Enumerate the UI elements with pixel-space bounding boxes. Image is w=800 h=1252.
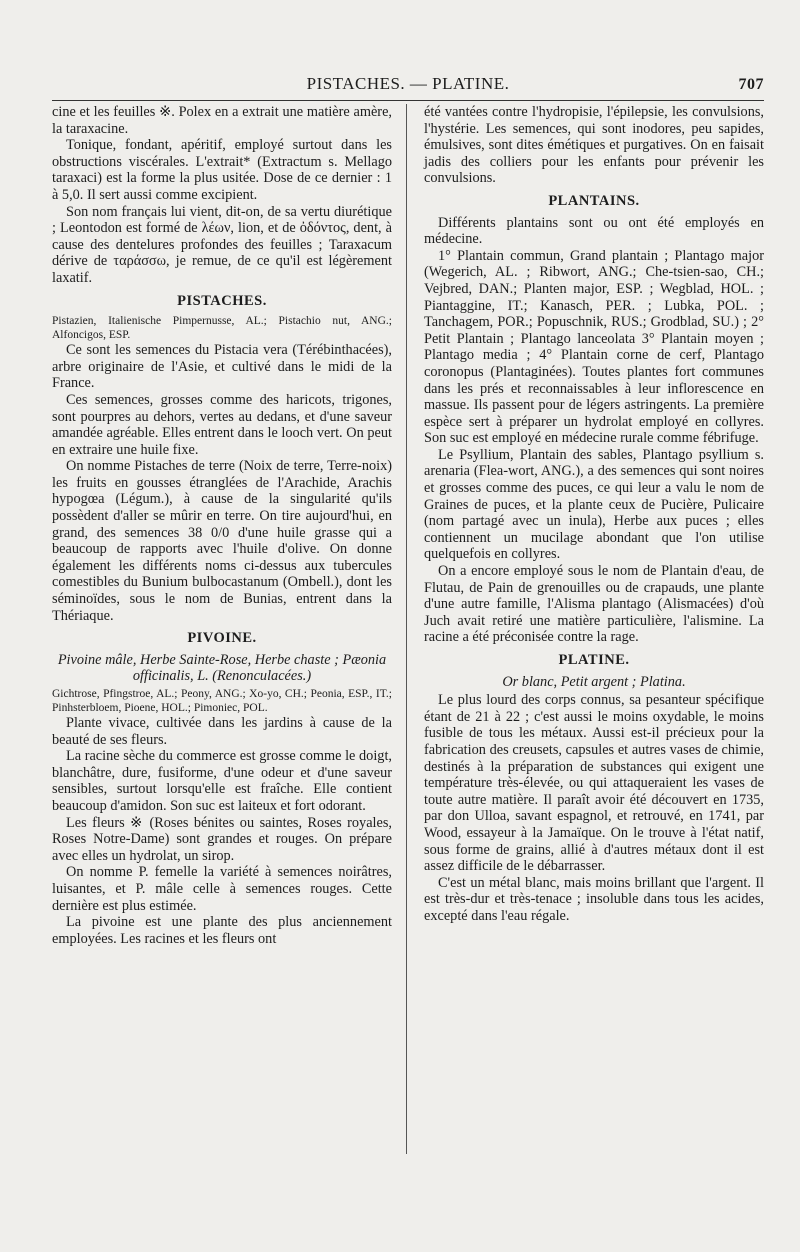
paragraph: Ces semences, grosses comme des haricots, trigones, sont pourpres au dehors, vertes au dedans, et d'une saveur amandée agréable. Elles entrent dans le looch vert. On peut en extraire une huile fixe. [52,391,392,458]
paragraph: On nomme P. femelle la variété à semences noirâtres, luisantes, et P. mâle celle à semences rouges. Cette dernière est plus estimée. [52,864,392,914]
paragraph: Les fleurs ※ (Roses bénites ou saintes, Roses royales, Roses Notre-Dame) sont grandes et rouges. On prépare avec elles un hydrolat, un sirop. [52,814,392,864]
paragraph: Plante vivace, cultivée dans les jardins à cause de la beauté de ses fleurs. [52,715,392,748]
right-column [424,104,764,925]
subheading: Or blanc, Petit argent ; Platina. [502,673,686,690]
paragraph: cine et les feuilles ※. Polex en a extrait une matière amère, la taraxacine. [52,104,392,137]
section-heading-pivoine: PIVOINE. [187,630,257,647]
subheading: Pivoine mâle, Herbe Sainte-Rose, Herbe chaste ; Pæonia officinalis, L. (Renonculacées.) [57,651,387,685]
paragraph: Le Psyllium, Plantain des sables, Plantago psyllium s. arenaria (Flea-wort, ANG.), a des semences qui sont noires et grosses comme des puces, ce qui leur a valu le nom de Graines de puces, et la plante ceux de Pucière, Pulicaire (nom partagé avec un inula), Herbe aux puces ; elles contiennent un mucilage abondant que l'on utilise quelquefois en collyres. [424,446,764,563]
paragraph: C'est un métal blanc, mais moins brillant que l'argent. Il est très-dur et très-tenace ; insoluble dans tous les acides, excepté dans l'eau régale. [424,874,764,924]
page-title: PISTACHES. — PLATINE. [306,74,510,93]
page-number: 707 [738,76,764,93]
section-heading-pistaches: PISTACHES. [177,292,267,309]
left-column [52,104,392,947]
running-head [52,70,764,100]
paragraph: Son nom français lui vient, dit-on, de sa vertu diurétique ; Leontodon est formé de λέων, lion, et de ὀδόντος, dent, à cause des dentelures profondes des feuilles ; Taraxacum dérive de ταράσσω, je remue, de ce qu'il est légèrement laxatif. [52,203,392,286]
paragraph: Différents plantains sont ou ont été employés en médecine. [424,214,764,248]
paragraph: Ce sont les semences du Pistacia vera (Térébinthacées), arbre originaire de l'Asie, et cultivé dans le midi de la France. [52,342,392,392]
synonyms: Pistazien, Italienische Pimpernusse, AL.; Pistachio nut, ANG.; Alfoncigos, ESP. [52,315,392,342]
paragraph: Le plus lourd des corps connus, sa pesanteur spécifique étant de 21 à 22 ; c'est aussi le moins oxydable, le moins fusible de tous les métaux. Aussi est-il précieux pour la fabrication des creusets, capsules et autres vases de chimie, destinés à la préparation de substances qui exigent une température très-élevée, ou qui attaqueraient les vases de toute autre matière. Il paraît avoir été découvert en 1735, par don Ulloa, savant espagnol, et retrouvé, en 1741, par Wood, essayeur à la Jamaïque. On le trouve à l'état natif, sous forme de grains, allié à d'autres métaux dont il est assez difficile de le débarrasser. [424,692,764,875]
section-heading-platine: PLATINE. [558,652,630,668]
paragraph: La racine sèche du commerce est grosse comme le doigt, blanchâtre, dure, fusiforme, d'une odeur et d'une saveur sensibles, surtout lorsqu'elle est fraîche. Elle contient beaucoup d'amidon. Son suc est laiteux et fort odorant. [52,748,392,814]
synonyms: Gichtrose, Pfingstroe, AL.; Peony, ANG.; Xo-yo, CH.; Peonia, ESP., IT.; Pinhsterbloem, Pioene, HOL.; Pimoniec, POL. [52,688,392,714]
paragraph: On a encore employé sous le nom de Plantain d'eau, de Flutau, de Pain de grenouilles ou de crapauds, une plante d'une autre famille, l'Alisma plantago (Alismacées) d'où Juch avait retiré une matière particulière, l'alismine. La racine a été préconisée contre la rage. [424,563,764,646]
column-divider [406,104,407,1154]
paragraph: été vantées contre l'hydropisie, l'épilepsie, les convulsions, l'hystérie. Les semences, qui sont inodores, peu sapides, émulsives, sont dites émétiques et purgatives. On en faisait jadis des colliers pour les enfants pour prévenir les convulsions. [424,104,764,187]
paragraph: 1° Plantain commun, Grand plantain ; Plantago major (Wegerich, AL. ; Ribwort, ANG.; Che-tsien-sao, CH.; Vejbred, DAN.; Planten major, ESP. ; Wegblad, HOL. ; Piantaggine, IT.; Kanasch, PER. ; Lubka, POL. ; Tanchagem, POR.; Popuschnik, RUS.; Grodblad, SU.) ; 2° Petit Plantain ; Plantago lanceolata 3° Plantain moyen ; Plantago media ; 4° Plantain corne de cerf, Plantago coronopus (Plantaginées). Toutes plantes fort communes dans les prés et reconnaissables à leur inflorescence en massue. Ils passent pour de légers astringents. La première espèce sert à préparer un hydrolat employé en collyres. Son suc est employé en médecine rurale comme fébrifuge. [424,247,764,447]
section-heading-plantains: PLANTAINS. [548,192,640,209]
paragraph: On nomme Pistaches de terre (Noix de terre, Terre-noix) les fruits en gousses étranglées de l'Arachide, Arachis hypogœa (Légum.), à cause de la singularité qu'ils possèdent d'aller se mûrir en terre. On tire aujourd'hui, en grand, des semences 38 0/0 d'une huile grasse qui a beaucoup de rapports avec l'huile d'olive. On donne également les différents noms ci-dessus aux tubercules comestibles du Bunium bulbocastanum (Ombell.), dont les séminoïdes, sous le nom de Bunias, entrent dans la Thériaque. [52,458,392,624]
paragraph: La pivoine est une plante des plus anciennement employées. Les racines et les fleurs ont [52,914,392,947]
header-rule [52,100,764,101]
paragraph: Tonique, fondant, apéritif, employé surtout dans les obstructions viscérales. L'extrait* (Extractum s. Mellago taraxaci) est la forme la plus usitée. Dose de ce dernier : 1 à 5,0. Il sert aussi comme excipient. [52,137,392,203]
